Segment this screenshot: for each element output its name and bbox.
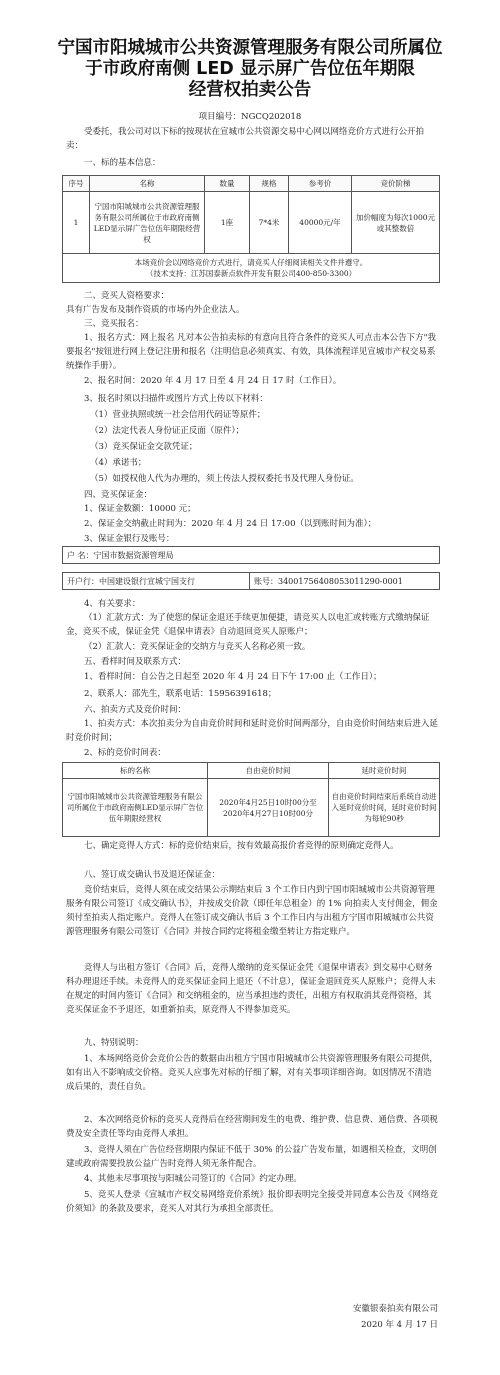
register-materials: 3、报名时须以扫描件或图片方式上传以下材料： xyxy=(84,394,268,404)
table-cell: 1 xyxy=(63,192,90,254)
deposit-bank-heading: 3、保证金银行及账号： xyxy=(84,534,175,544)
section-1-heading: 一、标的基本信息： xyxy=(84,158,161,168)
table-row xyxy=(63,192,440,254)
signer-name: 安徽银泰拍卖有限公司 xyxy=(352,1304,438,1314)
table-header: 标的名称 xyxy=(63,763,208,779)
account-table xyxy=(62,546,440,590)
table-header: 自由竞价时间 xyxy=(208,763,329,779)
section-8-heading: 八、签订成交确认书及退还保证金： xyxy=(84,870,221,880)
title-line-2: 于市政府南侧 LED 显示屏广告位伍年期限 xyxy=(85,59,415,79)
section-9-heading: 九、特别说明： xyxy=(84,1038,144,1048)
material-item: （2）法定代表人身份证正反面（原件）； xyxy=(90,426,245,436)
table-header: 竞价阶梯 xyxy=(352,176,440,192)
account-bank: 开户行：中国建设银行宣城宁国支行 xyxy=(63,573,250,590)
material-item: （1）营业执照或统一社会信用代码证等原件； xyxy=(90,410,266,420)
special-note-4: 4、其他未尽事项按与阳城公司签订的《合同》约定办理。 xyxy=(84,1174,302,1184)
project-number: 项目编号：NGCQ202018 xyxy=(198,112,302,122)
special-note-3: 3、竞得人须在广告位经营期限内保证不低于 30% 的公益广告发布量，如遇相关检查，文明创建或政府需要投放公益广告时竞得人须无条件配合。 xyxy=(66,1145,437,1169)
account-name: 户 名：宁国市数据资源管理局 xyxy=(63,547,440,564)
viewing-time: 1、看样时间：自公告之日起至 2020 年 4 月 24 日下午 17:00 止（工作日）； xyxy=(84,672,382,682)
contact-info: 2、联系人：邵先生，联系电话：15956391618； xyxy=(84,689,277,699)
section-7-text: 七、确定竞得人方式：标的竞价结束后，按有效最高报价者竞得的原则确定竞得人。 xyxy=(84,841,399,851)
schedule-heading: 2、标的竞价时间表： xyxy=(84,748,166,758)
title-line-3: 经营权拍卖公告 xyxy=(188,80,312,100)
table-header-row xyxy=(63,763,440,779)
special-note-5: 5、竞买人登录《宣城市产权交易网络竞价系统》报价即表明完全接受并同意本公告及《网络竞价须知》的条款及要求，竞买人对其行为承担全部责任。 xyxy=(66,1190,438,1214)
section-8-paragraph-2: 竞得人与出租方签订《合同》后，竞得人缴纳的竞买保证金凭《退保申请表》到交易中心财务科办理退还手续。未竞得人的竞买保证金同上退还（不计息），保证金退回竞买人原账户；竞得人未在规定的时间内签订《合同》和交纳租金的，应当承担违约责任，出租方有权取消其竞得资格，其竞买保证金不予退还，如重新拍卖，原竞得人不得参加竞买。 xyxy=(66,963,436,1015)
section-4-heading: 四、竞买保证金： xyxy=(84,490,153,500)
table-cell: 宁国市阳城城市公共资源管理服务有限公司所属位于市政府南侧LED显示屏广告位伍年期限经营权 xyxy=(90,192,205,254)
lot-info-table xyxy=(62,175,440,283)
table-cell: 1座 xyxy=(205,192,250,254)
table-row xyxy=(63,779,440,837)
table-header-row xyxy=(63,176,440,192)
special-note-1: 1、本场网络竞价会竞价公告的数据由出租方宁国市阳城城市公共资源管理服务有限公司提供，如有出入不影响成交价格。竞买人应事先对标的仔细了解，对有关事项详细咨询。如因情况不清造成后果的，责任自负。 xyxy=(66,1054,438,1092)
signature-date: 2020 年 4 月 17 日 xyxy=(361,1320,438,1330)
special-note-2: 2、本次网络竞价标的竞买人竞得后在经营期间发生的电费、维护费、信息费、通信费、各项税费及安全责任等均由竞得人承担。 xyxy=(66,1115,438,1139)
table-cell: 自由竞价时间结束后系统自动进入延时竞价时间，延时竞价时间为每轮90秒 xyxy=(329,779,440,837)
section-8-paragraph-1: 竞价结束后，竞得人须在成交结果公示期结束后 3 个工作日内到宁国市阳城城市公共资源管理服务有限公司签订《成交确认书》，并按成交价款（即任年总租金）的 1% 向拍卖人支付佣金，佣金须付至拍卖人指定账户。竞得人在签订成交确认书后 3 个工作日内与出租方宁国市阳城城市公共资源管理服务有限公司签订《合同》并按合同约定将租金缴至转让方指定账户。 xyxy=(66,885,438,937)
table-header: 名称 xyxy=(90,176,205,192)
account-number: 账号：34001756408053011290-0001 xyxy=(250,573,440,590)
table-header: 参考价 xyxy=(289,176,352,192)
remit-method: （1）汇款方式：为了使您的保证金退还手续更加便捷，请竞买人以电汇或转账方式缴纳保证金，竞买不成，保证金凭《退保申请表》自动退回竞买人原账户； xyxy=(66,613,430,637)
bidding-schedule-table xyxy=(62,762,440,837)
table-row xyxy=(63,573,440,590)
material-item: （4）承诺书； xyxy=(90,458,147,468)
section-2-heading: 二、竞买人资格要求： xyxy=(84,291,170,301)
material-item: （5）如授权他人代为办理的，须上传法人授权委托书及代理人身份证。 xyxy=(90,474,359,484)
page-title xyxy=(40,38,460,101)
deposit-amount: 1、保证金数额：10000 元； xyxy=(84,504,196,514)
table-cell: 40000元/年 xyxy=(289,192,352,254)
requirements-heading: 4、有关要求： xyxy=(84,599,141,609)
table-spacer-row xyxy=(63,564,440,573)
register-time: 2、报名时间：2020 年 4 月 17 日至 4 月 24 日 17 时（工作日）。 xyxy=(84,376,342,386)
intro-paragraph: 受委托，我公司对以下标的按现状在宣城市公共资源交易中心网以网络竞价方式进行公开拍卖： xyxy=(66,127,425,151)
table-header: 规格 xyxy=(250,176,289,192)
table-note xyxy=(63,254,440,283)
table-cell: 加价幅度为每次1000元或其整数倍 xyxy=(352,192,440,254)
material-item: （3）竞买保证金交款凭证； xyxy=(90,442,198,452)
table-cell: 宁国市阳城城市公共资源管理服务有限公司所属位于市政府南侧LED显示屏广告位伍年期限经营权 xyxy=(63,779,208,837)
section-2-text: 具有广告发布及制作资质的市场内外企业法人。 xyxy=(66,305,245,315)
table-header: 延时竞价时间 xyxy=(329,763,440,779)
table-note-line-2: （技术支持：江苏国泰新点软件开发有限公司400-850-3300） xyxy=(145,269,357,278)
table-header: 数量 xyxy=(205,176,250,192)
table-header: 序号 xyxy=(63,176,90,192)
table-note-line-1: 本场竞价会以网络竞价方式进行，请竞买人仔细阅读相关文件并遵守。 xyxy=(134,258,368,267)
deposit-deadline: 2、保证金交纳截止时间为：2020 年 4 月 24 日 17:00（以到账时间为准）； xyxy=(84,519,377,529)
section-3-heading: 三、竞买报名： xyxy=(84,319,144,329)
register-method: 1、报名方式：网上报名 凡对本公告拍卖标的有意向且符合条件的竞买人可点击本公告下方"我要报名"按钮进行网上登记注册和报名（注明信息必须真实、有效，具体流程详见宣城市产权交易系统操作手册）。 xyxy=(66,333,437,371)
table-cell: 2020年4月25日10时00分至2020年4月27日10时00分 xyxy=(208,779,329,837)
section-6-heading: 六、拍卖方式及竞价时间： xyxy=(84,705,187,715)
remitter-rule: （2）汇款人：竞买保证金的交纳方与竞买人名称必须一致。 xyxy=(84,642,311,652)
auction-method: 1、拍卖方式：本次拍卖分为自由竞价时间和延时竞价时间两部分，自由竞价时间结束后进入延时竞价时间； xyxy=(66,719,438,743)
table-row xyxy=(63,547,440,564)
section-5-heading: 五、看样时间及联系方式： xyxy=(84,657,187,667)
table-cell: 7*4米 xyxy=(250,192,289,254)
title-line-1: 宁国市阳城城市公共资源管理服务有限公司所属位 xyxy=(57,38,443,58)
table-note-row xyxy=(63,254,440,283)
